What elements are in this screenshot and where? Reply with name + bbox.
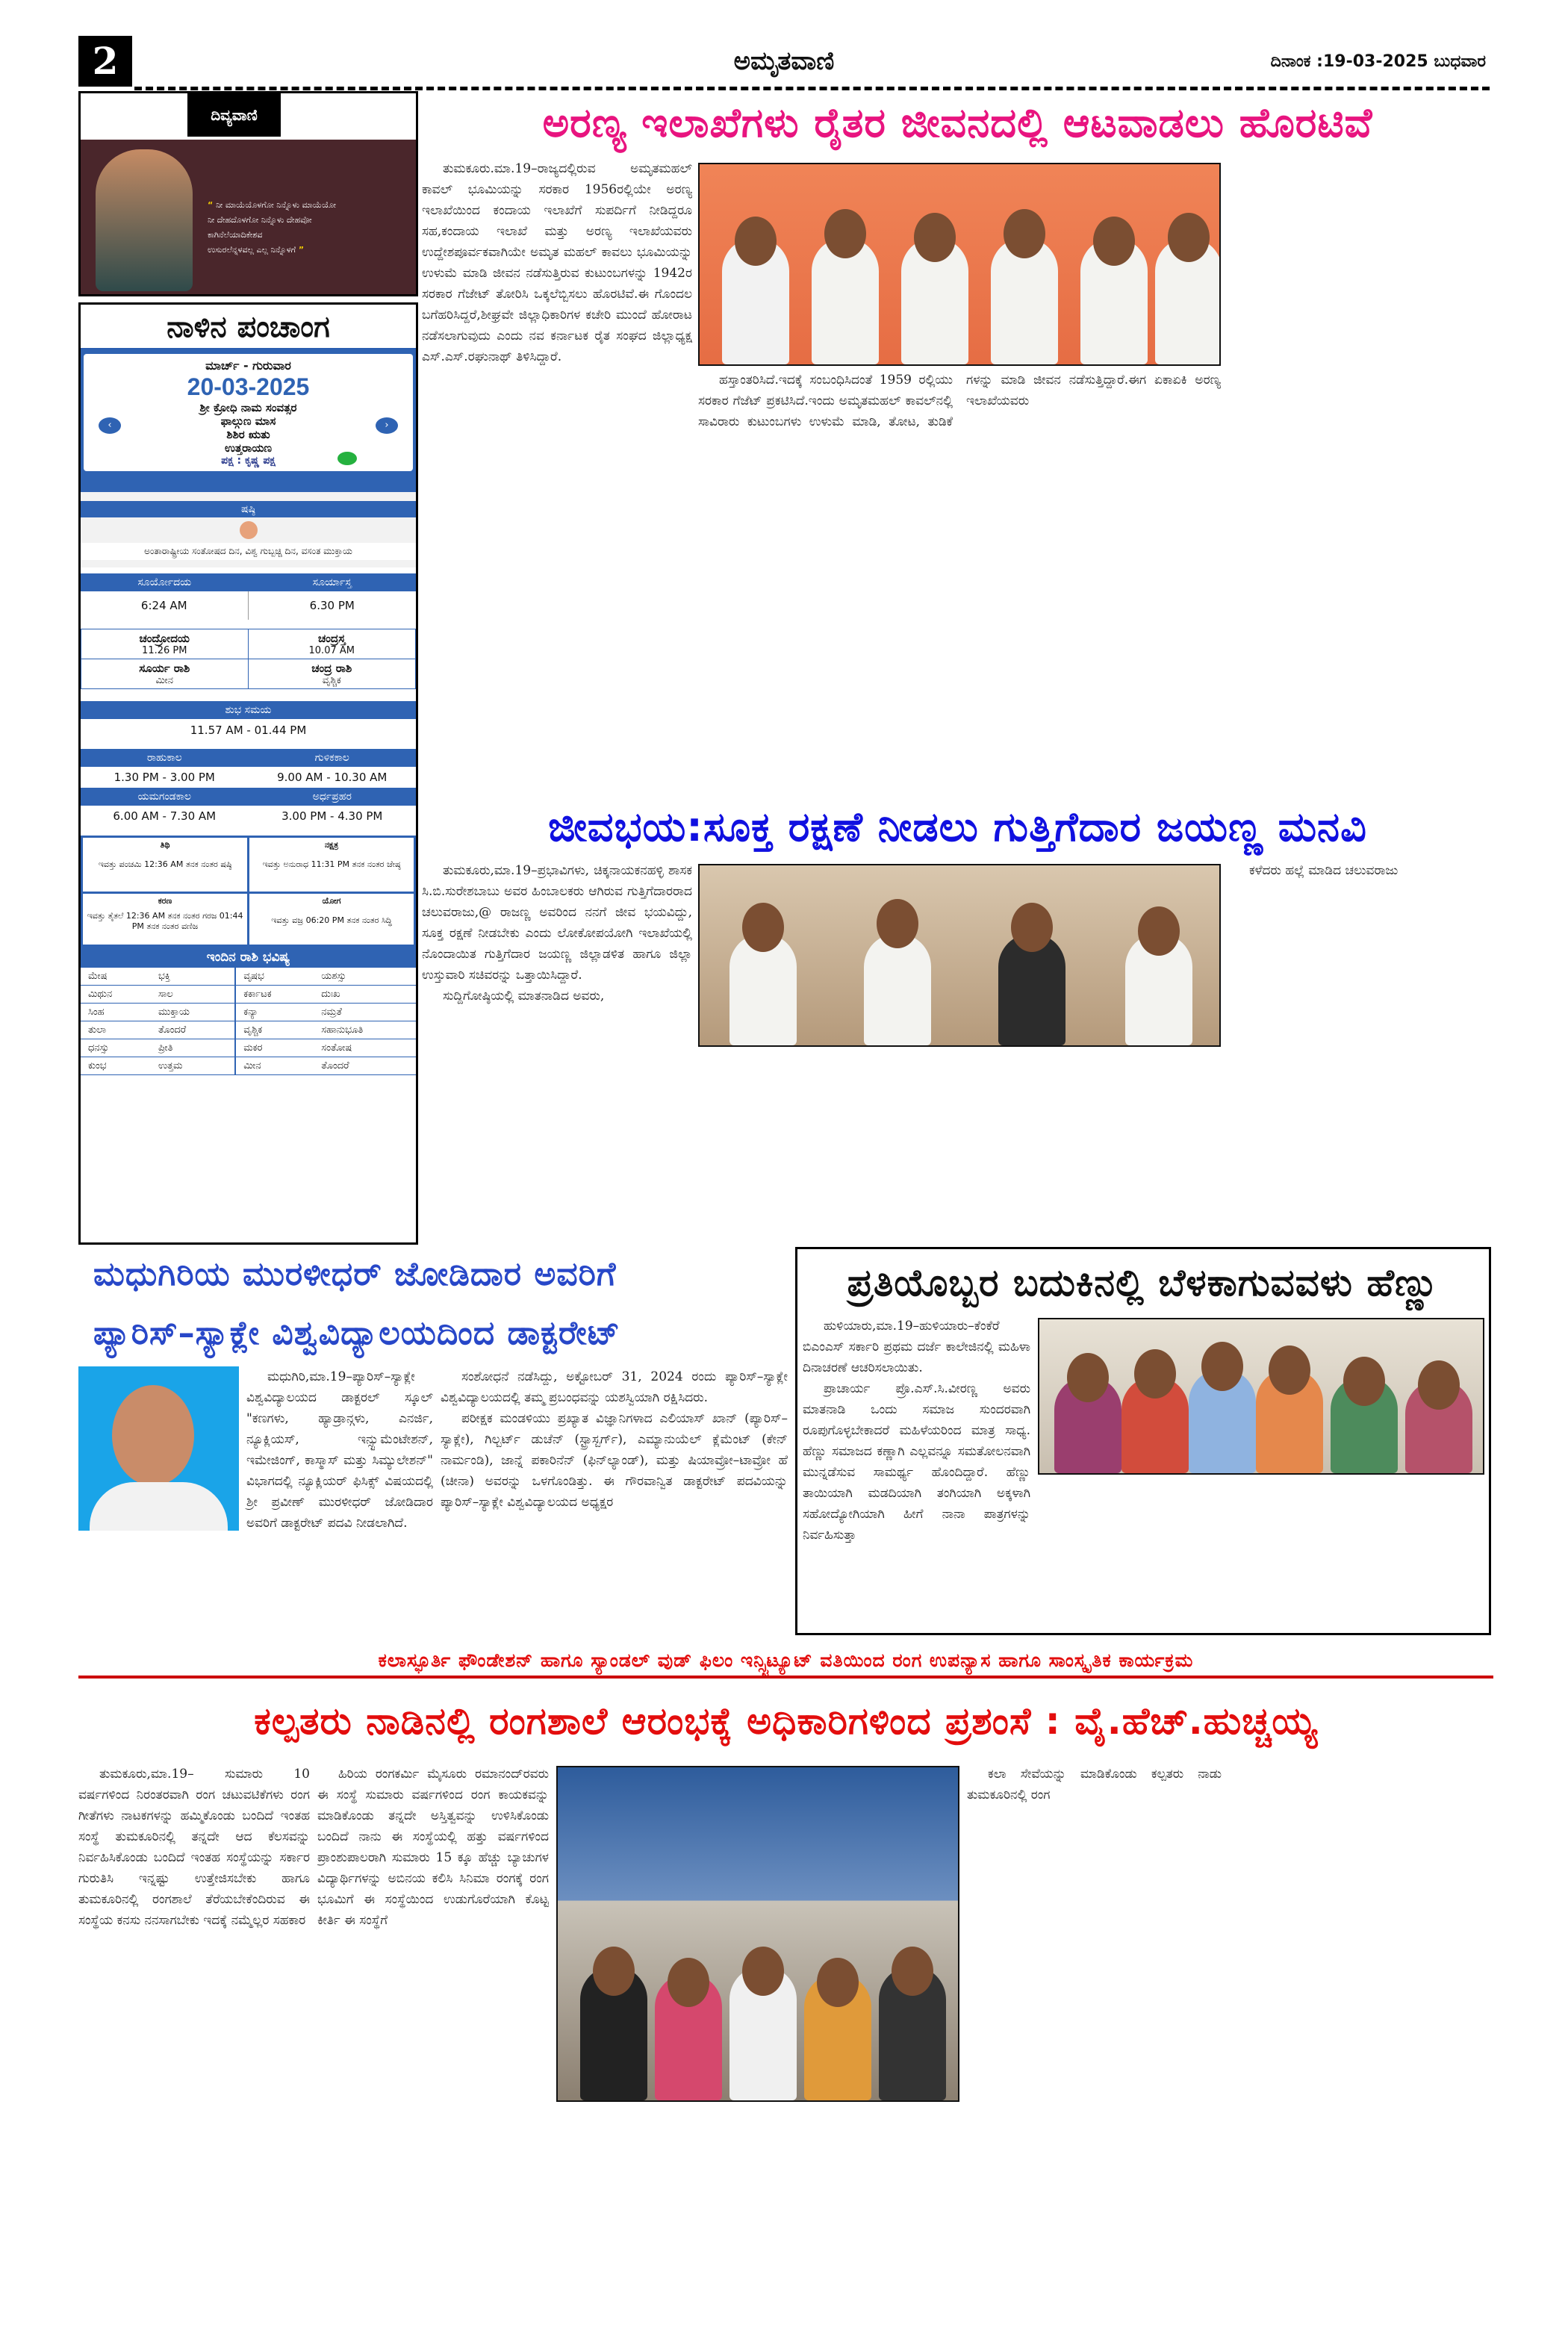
- article-body: [441, 1366, 788, 1628]
- shubha-time: 11.57 AM - 01.44 PM: [190, 724, 307, 737]
- headline-womens-day: ಪ್ರತಿಯೊಬ್ಬರ ಬದುಕಿನಲ್ಲಿ ಬೆಳಕಾಗುವವಳು ಹೆಣ್ಣು: [847, 1260, 1440, 1304]
- rashi-row: [81, 1057, 416, 1075]
- rashi-sign: ವೃಶ್ಚಿಕ: [235, 1021, 314, 1039]
- rashi-sign: ಕುಂಭ: [81, 1057, 151, 1075]
- panchanga-title: ನಾಳಿನ ಪಂಚಾಂಗ: [81, 305, 416, 349]
- yama-time: 6.00 AM - 7.30 AM: [113, 809, 217, 823]
- rashi-sign: ಧನಸ್ಸು: [81, 1039, 151, 1057]
- article-body: [803, 1316, 1030, 1629]
- ardha-time: 3.00 PM - 4.30 PM: [281, 809, 383, 823]
- surya-rashi-label: ಸೂರ್ಯ ರಾಶಿ: [139, 662, 190, 675]
- header-divider: [134, 87, 1490, 90]
- rashi-prediction: ಭಕ್ತಿ: [151, 968, 235, 986]
- rashi-prediction: ಮುಕ್ತಾಯ: [151, 1004, 235, 1021]
- masa: ಫಾಲ್ಗುಣ ಮಾಸ: [220, 414, 276, 428]
- ardha-label: ಅರ್ಧಪ್ರಹರ: [249, 788, 417, 806]
- article-paragraph: ಸಂಶೋಧನೆ ನಡೆಸಿದ್ದು, ಅಕ್ಟೋಬರ್ 31, 2024 ರಂದು ಪ್ಯಾರಿಸ್–ಸ್ಯಾಕ್ಲೇ ವಿಶ್ವವಿದ್ಯಾಲಯದಲ್ಲಿ ತಮ್ಮ ಪ್ರಬಂಧವನ್ನು ಯಶಸ್ವಿಯಾಗಿ ರಕ್ಷಿಸಿದರು.: [441, 1369, 788, 1405]
- yoga-value: ಇವತ್ತು ವಜ್ರ 06:20 PM ತನಕ ನಂತರ ಸಿದ್ಧಿ: [271, 915, 392, 925]
- panchanga-date: 20-03-2025: [187, 373, 310, 400]
- rashi-sign: ಮಿಥುನ: [81, 986, 151, 1004]
- whatsapp-icon[interactable]: [337, 452, 357, 465]
- article-paragraph: ಹಿರಿಯ ರಂಗಕರ್ಮಿ ಮೈಸೂರು ರಮಾನಂದ್‌ರವರು ಈ ಸಂಸ್ಥೆ ಸುಮಾರು ವರ್ಷಗಳಿಂದ ರಂಗ ಕಾಯಕವನ್ನು ಮಾಡಿಕೊಂಡು ತನ್ನದೇ ಅಸ್ತಿತ್ವವನ್ನು ಉಳಿಸಿಕೊಂಡು ಬಂದಿದೆ ನಾನು ಈ ಸಂಸ್ಥೆಯಲ್ಲಿ ಹತ್ತು ವರ್ಷಗಳಿಂದ ಪ್ರಾಂಶುಪಾಲರಾಗಿ ಸುಮಾರು 15 ಕ್ಕೂ ಹೆಚ್ಚು ಬ್ಯಾಚುಗಳ ವಿದ್ಯಾರ್ಥಿಗಳನ್ನು ಅಬಿನಯ ಕಲಿಸಿ ಸಿನಿಮಾ ರಂಗಕ್ಕೆ ರಂಗ ಭೂಮಿಗೆ ಈ ಸಂಸ್ಥೆಯಿಂದ ಉಡುಗೊರೆಯಾಗಿ ಕೊಟ್ಟ ಕೀರ್ತಿ ಈ ಸಂಸ್ಥೆಗೆ: [317, 1767, 549, 1928]
- rashi-prediction: ಪ್ರೀತಿ: [151, 1039, 235, 1057]
- tithi-label: ತಿಥಿ: [160, 840, 170, 850]
- article-paragraph: ತುಮಕೂರು,ಮಾ.19–ಪ್ರಭಾವಿಗಳು, ಚಿಕ್ಕನಾಯಕನಹಳ್ಳಿ ಶಾಸಕ ಸಿ.ಬಿ.ಸುರೇಶಬಾಬು ಅವರ ಹಿಂಬಾಲಕರು ಆಗಿರುವ ಗುತ್ತಿಗೆದಾರರಾದ ಚಲುವರಾಜು,@ ರಾಜಣ್ಣ ಅವರಿಂದ ನನಗೆ ಜೀವ ಭಯವಿದ್ದು, ಸೂಕ್ತ ರಕ್ಷಣೆ ನೀಡಬೇಕು ಎಂದು ಲೋಕೋಪಯೋಗಿ ಇಲಾಖೆಯಲ್ಲಿ ನೊಂದಾಯಿತ ಗುತ್ತಿಗೆದಾರ ಜಯಣ್ಣ ಜಿಲ್ಲಾಡಳಿತ ಹಾಗೂ ಜಿಲ್ಲಾ ಉಸ್ತುವಾರಿ ಸಚಿವರನ್ನು ಒತ್ತಾಯಿಸಿದ್ದಾರೆ.: [422, 863, 692, 983]
- moonrise-label: ಚಂದ್ರೋದಯ: [139, 632, 190, 645]
- headline-doctorate-line1: ಮಧುಗಿರಿಯ ಮುರಳೀಧರ್ ಜೋಡಿದಾರ ಅವರಿಗೆ: [93, 1255, 617, 1293]
- article-body: [422, 860, 692, 1241]
- divyavani-box: [78, 91, 418, 296]
- theatre-event-photo: [556, 1766, 959, 2102]
- rashi-prediction: ತೊಂದರೆ: [314, 1057, 416, 1075]
- divyavani-label: ದಿವ್ಯವಾಣಿ: [187, 93, 281, 137]
- samvatsara: ಶ್ರೀ ಕ್ರೋಧಿ ನಾಮ ಸಂವತ್ಸರ: [199, 401, 297, 414]
- article-body: [967, 1764, 1490, 2324]
- rashi-prediction: ತೊಂದರೆ: [151, 1021, 235, 1039]
- headline-contractor-plea: ಜೀವಭಯ:ಸೂಕ್ತ ರಕ್ಷಣೆ ನೀಡಲು ಗುತ್ತಿಗೆದಾರ ಜಯಣ್ಣ ಮನವಿ: [548, 803, 1367, 850]
- tithi-header: ಷಷ್ಠಿ: [81, 501, 416, 517]
- article-paragraph: ತುಮಕೂರು.ಮಾ.19–ರಾಜ್ಯದಲ್ಲಿರುವ ಅಮೃತಮಹಲ್ ಕಾವಲ್ ಭೂಮಿಯನ್ನು ಸರಕಾರ 1956ರಲ್ಲಿಯೇ ಅರಣ್ಯ ಇಲಾಖೆಯಿಂದ ಕಂದಾಯ ಇಲಾಖೆಗೆ ಸುಪರ್ದಿಗೆ ನೀಡಿದ್ದರೂ ಸಹ,ಕಂದಾಯ ಇಲಾಖೆ ಮತ್ತು ಅರಣ್ಯ ಇಲಾಖೆಯವರು ಉದ್ದೇಶಪೂರ್ವಕವಾಗಿಯೇ ಅಮೃತ ಮಹಲ್ ಕಾವಲು ಭೂಮಿಯನ್ನು ಉಳುಮೆ ಮಾಡಿ ಜೀವನ ನಡೆಸುತ್ತಿರುವ ಕುಟುಂಬಗಳನ್ನು 1942ರ ಸರಕಾರ ಗೆಜೇಟ್ ತೋರಿಸಿ ಒಕ್ಕಲೆಬ್ಬಿಸಲು ಹೊರಟಿವೆ.ಈ ಗೊಂದಲ ಬಗೆಹರಿಸಿದ್ದರೆ,ಶೀಘ್ರವೇ ಜಿಲ್ಲಾಧಿಕಾರಿಗಳ ಕಚೇರಿ ಮುಂದೆ ಹೋರಾಟ ನಡೆಸಲಾಗುವುದು ಎಂದು ನವ ಕರ್ನಾಟಕ ರೈತ ಸಂಘದ ಜಿಲ್ಲಾಧ್ಯಕ್ಷ ಎಸ್.ಎಸ್.ರಘುನಾಥ್ ತಿಳಿಸಿದ್ದಾರೆ.: [422, 161, 692, 364]
- rahu-label: ರಾಹುಕಾಲ: [81, 749, 249, 767]
- month-day: ಮಾರ್ಚ್ - ಗುರುವಾರ: [205, 358, 291, 373]
- rashi-sign: ಮಕರ: [235, 1039, 314, 1057]
- nakshatra-label: ನಕ್ಷತ್ರ: [324, 840, 339, 850]
- quote-line: ನೀ ಮಾಯೆಯೊಳಗೋ ನಿನ್ನೊಳು ಮಾಯೆಯೋ: [216, 200, 337, 210]
- deity-icon: [240, 521, 258, 539]
- chandra-rashi-label: ಚಂದ್ರ ರಾಶಿ: [311, 662, 352, 675]
- moonrise-time: 11.26 PM: [142, 645, 187, 656]
- sunset-label: ಸೂರ್ಯಾಸ್ತ: [249, 573, 417, 591]
- rashi-prediction: ಸಹಾನುಭೂತಿ: [314, 1021, 416, 1039]
- next-arrow-icon[interactable]: ›: [376, 417, 398, 434]
- article-paragraph: ತುಮಕೂರು,ಮಾ.19– ಸುಮಾರು 10 ವರ್ಷಗಳಿಂದ ನಿರಂತರವಾಗಿ ರಂಗ ಚಟುವಟಿಕೆಗಳು ರಂಗ ಗೀತೆಗಳು ನಾಟಕಗಳನ್ನು ಹಮ್ಮಿಕೊಂಡು ಬಂದಿದೆ ಇಂತಹ ಸಂಸ್ಥೆ ತುಮಕೂರಿನಲ್ಲಿ ತನ್ನದೇ ಆದ ಕೆಲಸವನ್ನು ನಿರ್ವಹಿಸಿಕೊಂಡು ಬಂದಿದೆ ಇಂತಹ ಸಂಸ್ಥೆಯನ್ನು ಸರ್ಕಾರ ಗುರುತಿಸಿ ಇನ್ನಷ್ಟು ಉತ್ತೇಜಿಸಬೇಕು ಹಾಗೂ ತುಮಕೂರಿನಲ್ಲಿ ರಂಗಶಾಲೆ ತೆರೆಯಬೇಕೆಂದಿರುವ ಈ ಸಂಸ್ಥೆಯ ಕನಸು ನನಸಾಗಬೇಕು ಇದಕ್ಕೆ ನಮ್ಮೆಲ್ಲರ ಸಹಕಾರ: [78, 1767, 310, 1928]
- moonset-label: ಚಂದ್ರಸ್ತ: [318, 632, 346, 645]
- headline-doctorate-line2: ಪ್ಯಾರಿಸ್–ಸ್ಯಾಕ್ಲೇ ವಿಶ್ವವಿದ್ಯಾಲಯದಿಂದ ಡಾಕ್ಟರೇಟ್: [93, 1314, 620, 1352]
- rashi-sign: ಮೇಷ: [81, 968, 151, 986]
- article-body: [698, 370, 1221, 791]
- sunrise-time: 6:24 AM: [81, 591, 249, 620]
- rashi-row: [81, 1004, 416, 1021]
- farmers-press-photo: [698, 163, 1221, 366]
- yama-label: ಯಮಗಂಡಕಾಲ: [81, 788, 249, 806]
- press-meet-photo: [698, 864, 1221, 1047]
- sunrise-label: ಸೂರ್ಯೋದಯ: [81, 573, 249, 591]
- rashi-title: ಇಂದಿನ ರಾಶಿ ಭವಿಷ್ಯ: [81, 947, 416, 968]
- ritu: ಶಿಶಿರ ಋತು: [226, 428, 270, 441]
- yoga-label: ಯೋಗ: [322, 896, 341, 906]
- rahu-time: 1.30 PM - 3.00 PM: [113, 771, 215, 784]
- quote-line: ಕಾಗಿನೆಲೆಯಾದಿಕೇಶವ: [208, 230, 263, 240]
- article-body: [78, 1366, 433, 1628]
- rashi-sign: ಸಿಂಹ: [81, 1004, 151, 1021]
- article-body: [78, 1764, 310, 2324]
- newspaper-title: ಅಮೃತವಾಣಿ: [733, 46, 835, 76]
- womens-day-photo: [1038, 1318, 1484, 1475]
- article-paragraph: ಹಸ್ತಾಂತರಿಸಿದೆ.ಇದಕ್ಕೆ ಸಂಬಂಧಿಸಿದಂತೆ 1959 ರಲ್ಲಿಯು ಸರಕಾರ ಗೆಜೆಟ್ ಪ್ರಕಟಿಸಿದೆ.ಇಂದು ಅಮೃತಮಹಲ್ ಕಾವಲ್‌ನಲ್ಲಿ ಸಾವಿರಾರು ಕುಟುಂಬಗಳು ಉಳುಮೆ ಮಾಡಿ, ತೋಟ, ತುಡಿಕೆ ಗಳನ್ನು ಮಾಡಿ ಜೀವನ ನಡೆಸುತ್ತಿದ್ದಾರೆ.ಈಗ ಏಕಾಏಕಿ ಅರಣ್ಯ ಇಲಾಖೆಯವರು: [698, 373, 1221, 429]
- rashi-prediction: ನಮ್ರತೆ: [314, 1004, 416, 1021]
- nakshatra-value: ಇವತ್ತು ಅನುರಾಧ 11:31 PM ತನಕ ನಂತರ ಜೇಷ್ಠ: [262, 859, 401, 869]
- rashi-sign: ವೃಷಭ: [235, 968, 314, 986]
- gulika-label: ಗುಳಿಕಕಾಲ: [249, 749, 417, 767]
- rashi-prediction: ಯಶಸ್ಸು: [314, 968, 416, 986]
- article-paragraph: ಪರೀಕ್ಷಕ ಮಂಡಳಿಯು ಪ್ರಖ್ಯಾತ ವಿಜ್ಞಾನಿಗಳಾದ ಎಲಿಯಾಸ್ ಖಾನ್ (ಪ್ಯಾರಿಸ್–ಸ್ಯಾಕ್ಲೇ), ಗಿಲ್ಬರ್ಟ್ ಡುಚೆನ್ (ಸ್ಟ್ರಾಸ್ಬರ್ಗ್), ಎಮ್ಯಾನುಯೆಲ್ ಕ್ಲೆಮೆಂಟ್ (ಕೇನ್ ನಾರ್ಮಂಡಿ), ಜಾನ್ನೆ ಪಕಾರಿನೆನ್ (ಫಿನ್‌ಲ್ಯಾಂಡ್), ಮತ್ತು ಷಿಯಾವ್ರೋ–ಟಾವ್ರೋ ಹೆ (ಚೀನಾ) ಅವರನ್ನು ಒಳಗೊಂಡಿತ್ತು. ಈ ಗೌರವಾನ್ವಿತ ಡಾಕ್ಟರೇಟ್ ಪದವಿಯನ್ನು ಪ್ಯಾರಿಸ್–ಸ್ಯಾಕ್ಲೇ ವಿಶ್ವವಿದ್ಯಾಲಯದ ಅಧ್ಯಕ್ಷರ: [441, 1411, 788, 1510]
- rashi-sign: ತುಲಾ: [81, 1021, 151, 1039]
- gulika-time: 9.00 AM - 10.30 AM: [277, 771, 388, 784]
- festivals: ಅಂತಾರಾಷ್ಟ್ರೀಯ ಸಂತೋಷದ ದಿನ, ವಿಶ್ವ ಗುಬ್ಬಚ್ಚಿ ದಿನ, ವಸಂತ ಮುಕ್ತಾಯ: [81, 543, 416, 560]
- headline-forest-department: ಅರಣ್ಯ ಇಲಾಖೆಗಳು ರೈತರ ಜೀವನದಲ್ಲಿ ಆಟವಾಡಲು ಹೊರಟಿವೆ: [542, 99, 1373, 146]
- rashi-sign: ಕನ್ಯಾ: [235, 1004, 314, 1021]
- shubha-label: ಶುಭ ಸಮಯ: [81, 701, 416, 719]
- rashi-prediction: ಸಂತೋಷ: [314, 1039, 416, 1057]
- issue-date: ದಿನಾಂಕ :19-03-2025 ಬುಧವಾರ: [1270, 52, 1486, 71]
- quote-line: ನೀ ದೇಹದೊಳಗೋ ನಿನ್ನೊಳು ದೇಹವೋ: [208, 215, 312, 225]
- ayana: ಉತ್ತರಾಯಣ: [224, 441, 273, 455]
- rashi-prediction: ಸಾಲ: [151, 986, 235, 1004]
- rashi-row: [81, 968, 416, 986]
- article-paragraph: ಪ್ರಾಚಾರ್ಯ ಪ್ರೊ.ಎಸ್.ಸಿ.ವೀರಣ್ಣ ಅವರು ಮಾತನಾಡಿ ಒಂದು ಸಮಾಜ ಸುಂದರವಾಗಿ ರೂಪುಗೊಳ್ಳಬೇಕಾದರೆ ಮಹಿಳೆಯರಿಂದ ಮಾತ್ರ ಸಾಧ್ಯ. ಹೆಣ್ಣು ಸಮಾಜದ ಕಣ್ಣಾಗಿ ಎಲ್ಲವನ್ನೂ ಸಮತೋಲನವಾಗಿ ಮುನ್ನಡೆಸುವ ಸಾಮರ್ಥ್ಯ ಹೊಂದಿದ್ದಾರೆ. ಹೆಣ್ಣು ತಾಯಿಯಾಗಿ ಮಡದಿಯಾಗಿ ತಂಗಿಯಾಗಿ ಅಕ್ಕಳಾಗಿ ಸಹೋದ್ಯೋಗಿಯಾಗಿ ಹೀಗೆ ನಾನಾ ಪಾತ್ರಗಳನ್ನು ನಿರ್ವಹಿಸುತ್ತಾ: [803, 1381, 1030, 1543]
- rashi-row: [81, 986, 416, 1004]
- rashi-row: [81, 1039, 416, 1057]
- moonset-time: 10.07 AM: [308, 645, 355, 656]
- headline-rangashale: ಕಲ್ಪತರು ನಾಡಿನಲ್ಲಿ ರಂಗಶಾಲೆ ಆರಂಭಕ್ಕೆ ಅಧಿಕಾರಿಗಳಿಂದ ಪ್ರಶಂಸೆ : ವೈ.ಹೆಚ್.ಹುಚ್ಚಯ್ಯ: [254, 1699, 1318, 1743]
- article-paragraph: ಹುಳಿಯಾರು,ಮಾ.19–ಹುಳಿಯಾರು–ಕೆಂಕೆರೆ ಬಿಎಂಎಸ್ ಸರ್ಕಾರಿ ಪ್ರಥಮ ದರ್ಜೆ ಕಾಲೇಜಿನಲ್ಲಿ ಮಹಿಳಾ ದಿನಾಚರಣೆ ಆಚರಿಸಲಾಯಿತು.: [803, 1319, 1030, 1375]
- panchanga-box: [78, 302, 418, 1245]
- quote-line: ಉಸುರಲೆನ್ನಳವಲ್ಲ ಎಲ್ಲ ನಿನ್ನೊಳಗೆ: [208, 245, 296, 255]
- article-body: [1228, 860, 1493, 1241]
- rashi-prediction: ದುಃಖ: [314, 986, 416, 1004]
- paksha: ಪಕ್ಷ : ಕೃಷ್ಣ ಪಕ್ಷ: [221, 455, 276, 467]
- sunset-time: 6.30 PM: [309, 599, 355, 612]
- prev-arrow-icon[interactable]: ‹: [99, 417, 121, 434]
- chandra-rashi: ವೃಶ್ಚಿಕ: [322, 675, 341, 686]
- karana-label: ಕರಣ: [158, 896, 172, 906]
- rashi-table: [81, 968, 416, 1075]
- saint-illustration: [96, 149, 193, 291]
- quote-text: “ ನೀ ಮಾಯೆಯೊಳಗೋ ನಿನ್ನೊಳು ಮಾಯೆಯೋ ನೀ ದೇಹದೊಳಗೋ ನಿನ್ನೊಳು ದೇಹವೋ ಕಾಗಿನೆಲೆಯಾದಿಕೇಶವ ಉಸುರಲೆನ್ನಳವಲ್ಲ ಎಲ್ಲ ನಿನ್ನೊಳಗೆ ”: [208, 200, 337, 255]
- kicker-kalasphoorthi: ಕಲಾಸ್ಫೂರ್ತಿ ಫೌಂಡೇಶನ್ ಹಾಗೂ ಸ್ಯಾಂಡಲ್ ವುಡ್ ಫಿಲಂ ಇನ್ಸ್ಟಿಟ್ಯೂಟ್ ವತಿಯಿಂದ ರಂಗ ಉಪನ್ಯಾಸ ಹಾಗೂ ಸಾಂಸ್ಕೃತಿಕ ಕಾರ್ಯಕ್ರಮ: [78, 1643, 1493, 1679]
- article-paragraph: ಕಲಾ ಸೇವೆಯನ್ನು ಮಾಡಿಕೊಂಡು ಕಲ್ಪತರು ನಾಡು ತುಮಕೂರಿನಲ್ಲಿ ರಂಗ: [967, 1767, 1222, 1802]
- rashi-sign: ಕರ್ಕಾಟಕ: [235, 986, 314, 1004]
- karana-value: ಇವತ್ತು ತೈತಲೆ 12:36 AM ತನಕ ನಂತರ ಗರಜ 01:44 PM ತನಕ ನಂತರ ವಣಿಜ: [87, 911, 243, 931]
- article-body: [422, 158, 692, 793]
- page-number: 2: [78, 36, 132, 87]
- article-body: [317, 1764, 549, 2324]
- rashi-prediction: ಉತ್ತಮ: [151, 1057, 235, 1075]
- article-paragraph: ಮಧುಗಿರಿ,ಮಾ.19–ಪ್ಯಾರಿಸ್–ಸ್ಯಾಕ್ಲೇ ವಿಶ್ವವಿದ್ಯಾಲಯದ ಡಾಕ್ಟರಲ್ ಸ್ಕೂಲ್ "ಕಣಗಳು, ಹ್ಯಾಡ್ರಾನ್ಗಳು, ಎನರ್ಜಿ, ನ್ಯೂಕ್ಲಿಯಸ್, ಇನ್ಸ್ಟುಮೆಂಟೇಶನ್, ಇಮೇಜಿಂಗ್, ಕಾಸ್ಮಾಸ್ ಮತ್ತು ಸಿಮ್ಯುಲೇಶನ್" ವಿಭಾಗದಲ್ಲಿ ನ್ಯೂಕ್ಲಿಯರ್ ಫಿಸಿಕ್ಸ್ ವಿಷಯದಲ್ಲಿ ಶ್ರೀ ಪ್ರವೀಣ್ ಮುರಳೀಧರ್ ಜೋಡಿದಾರ ಅವರಿಗೆ ಡಾಕ್ಟರೇಟ್ ಪದವಿ ನೀಡಲಾಗಿದೆ.: [246, 1369, 433, 1531]
- rashi-sign: ಮೀನ: [235, 1057, 314, 1075]
- surya-rashi: ಮೀನ: [155, 675, 173, 686]
- article-paragraph: ಕಳೆದರು ಹಲ್ಲೆ ಮಾಡಿದ ಚಲುವರಾಜು: [1249, 863, 1399, 878]
- tithi-value: ಇವತ್ತು ಪಂಚಮಿ 12:36 AM ತನಕ ನಂತರ ಷಷ್ಠಿ: [98, 859, 232, 869]
- article-paragraph: ಸುದ್ದಿಗೋಷ್ಠಿಯಲ್ಲಿ ಮಾತನಾಡಿದ ಅವರು,: [443, 989, 605, 1004]
- rashi-row: [81, 1021, 416, 1039]
